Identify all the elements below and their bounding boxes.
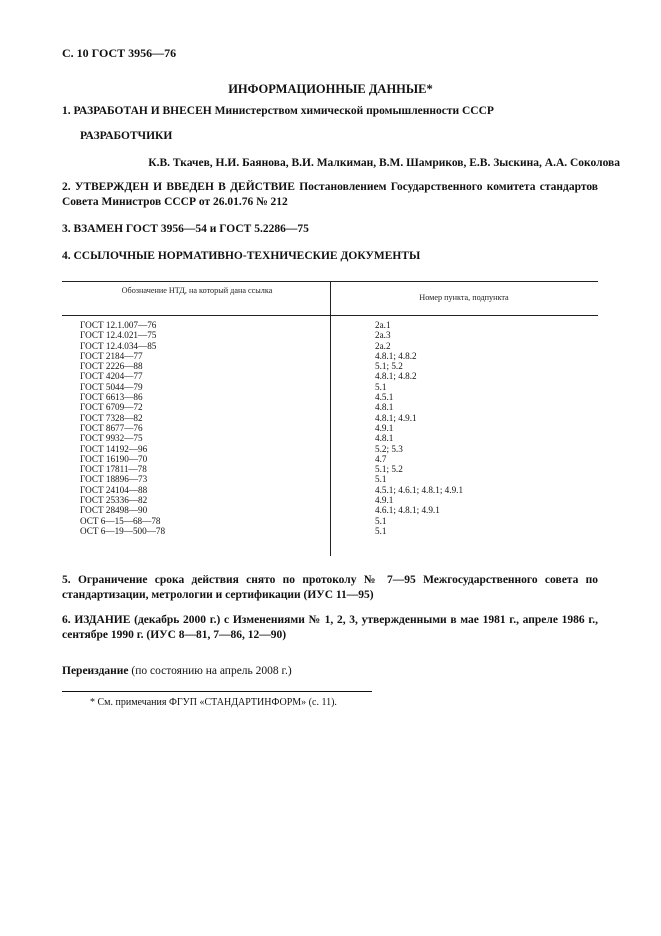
table-cell-document: ГОСТ 7328—82 [80, 412, 143, 423]
table-cell-clause: 4.5.1 [375, 392, 394, 403]
section-1-text: Министерством химической промышленности СССР [214, 105, 494, 117]
section-2-number: 2. [62, 181, 71, 193]
section-1-number: 1. [62, 105, 71, 117]
table-cell-clause: 4.9.1 [375, 495, 394, 506]
table-cell-document: ГОСТ 18896—73 [80, 474, 148, 485]
table-cell-clause: 4.8.1 [375, 402, 394, 413]
table-cell-clause: 4.8.1; 4.8.2 [375, 350, 417, 361]
table-cell-clause: 2а.2 [375, 340, 391, 351]
table-cell-document: ГОСТ 2184—77 [80, 350, 143, 361]
table-cell-document: ГОСТ 8677—76 [80, 422, 143, 433]
section-2 [62, 180, 598, 209]
table-cell-clause: 5.1 [375, 474, 387, 485]
table-cell-clause: 4.9.1 [375, 422, 394, 433]
section-3-text: ВЗАМЕН ГОСТ 3956—54 и ГОСТ 5.2286—75 [73, 223, 309, 235]
section-4-number: 4. [62, 250, 71, 262]
table-cell-document: ГОСТ 17811—78 [80, 464, 147, 475]
section-5-text: Ограничение срока действия снято по протоколу № 7—95 Межгосударственного совета по стандартизации, метрологии и сертификации (ИУС 11—95) [62, 574, 599, 601]
section-5 [62, 573, 598, 602]
table-cell-clause: 4.6.1; 4.8.1; 4.9.1 [375, 505, 440, 516]
section-1-lead: РАЗРАБОТАН И ВНЕСЕН [73, 105, 212, 117]
section-2-lead: УТВЕРЖДЕН И ВВЕДЕН В ДЕЙСТВИЕ [74, 181, 295, 193]
footnote-separator [62, 691, 372, 692]
table-cell-document: ГОСТ 12.4.034—85 [80, 340, 157, 351]
table-cell-clause: 4.7 [375, 453, 387, 464]
reissue-note [62, 664, 598, 679]
footnote: * См. примечания ФГУП «СТАНДАРТИНФОРМ» (с. 11). [90, 697, 337, 708]
table-cell-clause: 5.1 [375, 381, 387, 392]
section-6-number: 6. [62, 614, 71, 626]
table-cell-clause: 5.2; 5.3 [375, 443, 403, 454]
references-table [62, 281, 598, 556]
table-cell-clause: 2а.1 [375, 320, 391, 330]
table-cell-clause: 5.1; 5.2 [375, 361, 403, 372]
reissue-text: (по состоянию на апрель 2008 г.) [131, 665, 292, 677]
table-cell-clause: 4.8.1 [375, 433, 394, 444]
section-6-text: ИЗДАНИЕ (декабрь 2000 г.) с Изменениями № 1, 2, 3, утвержденными в мае 1981 г., апреле 1986 г., сентябре 1990 г. (ИУС 8—81, 7—86, 12—90) [62, 614, 598, 641]
table-cell-document: ГОСТ 28498—90 [80, 505, 148, 516]
table-cell-clause: 5.1 [375, 525, 387, 536]
section-3 [62, 222, 598, 237]
section-4 [62, 249, 598, 264]
section-2-text: Постановлением Государственного комитета стандартов Совета Министров СССР от 26.01.76 № 212 [62, 181, 599, 208]
table-cell-clause: 4.8.1; 4.8.2 [375, 371, 417, 382]
table-cell-clause: 5.1 [375, 515, 387, 526]
page-header: С. 10 ГОСТ 3956—76 [62, 46, 177, 60]
table-cell-document: ГОСТ 16190—70 [80, 453, 148, 464]
section-3-number: 3. [62, 223, 71, 235]
developers-names: К.В. Ткачев, Н.И. Баянова, В.И. Малкиман, В.М. Шамриков, Е.В. Зыскина, А.А. Соколова [148, 157, 620, 169]
table-cell-clause: 4.5.1; 4.6.1; 4.8.1; 4.9.1 [375, 484, 464, 495]
section-6 [62, 613, 598, 642]
table-document-column [80, 320, 165, 536]
section-5-number: 5. [62, 574, 71, 586]
table-cell-clause: 5.1; 5.2 [375, 464, 403, 475]
table-cell-document: ГОСТ 12.1.007—76 [80, 320, 157, 330]
table-cell-document: ОСТ 6—19—500—78 [80, 525, 166, 536]
table-cell-document: ГОСТ 25336—82 [80, 495, 148, 506]
table-header-document: Обозначение НТД, на который дана ссылка [121, 286, 273, 295]
reissue-lead: Переиздание [62, 665, 129, 677]
table-cell-document: ГОСТ 5044—79 [80, 381, 143, 392]
table-column-divider [330, 281, 331, 556]
section-4-text: ССЫЛОЧНЫЕ НОРМАТИВНО-ТЕХНИЧЕСКИЕ ДОКУМЕНТЫ [73, 250, 421, 262]
developers-heading: РАЗРАБОТЧИКИ [80, 130, 173, 142]
table-cell-document: ГОСТ 12.4.021—75 [80, 330, 157, 341]
table-cell-document: ГОСТ 24104—88 [80, 484, 148, 495]
table-cell-document: ГОСТ 4204—77 [80, 371, 143, 382]
section-1 [62, 104, 598, 119]
table-cell-clause: 2а.3 [375, 330, 391, 341]
table-cell-document: ГОСТ 6613—86 [80, 392, 143, 403]
table-cell-document: ГОСТ 9932—75 [80, 433, 143, 444]
table-cell-document: ГОСТ 14192—96 [80, 443, 148, 454]
table-cell-clause: 4.8.1; 4.9.1 [375, 412, 417, 423]
table-cell-document: ГОСТ 6709—72 [80, 402, 143, 413]
table-header-clause: Номер пункта, подпункта [419, 293, 509, 302]
table-cell-document: ОСТ 6—15—68—78 [80, 515, 161, 526]
table-cell-document: ГОСТ 2226—88 [80, 361, 143, 372]
table-clause-column [375, 320, 463, 536]
page-title: ИНФОРМАЦИОННЫЕ ДАННЫЕ* [228, 82, 433, 96]
